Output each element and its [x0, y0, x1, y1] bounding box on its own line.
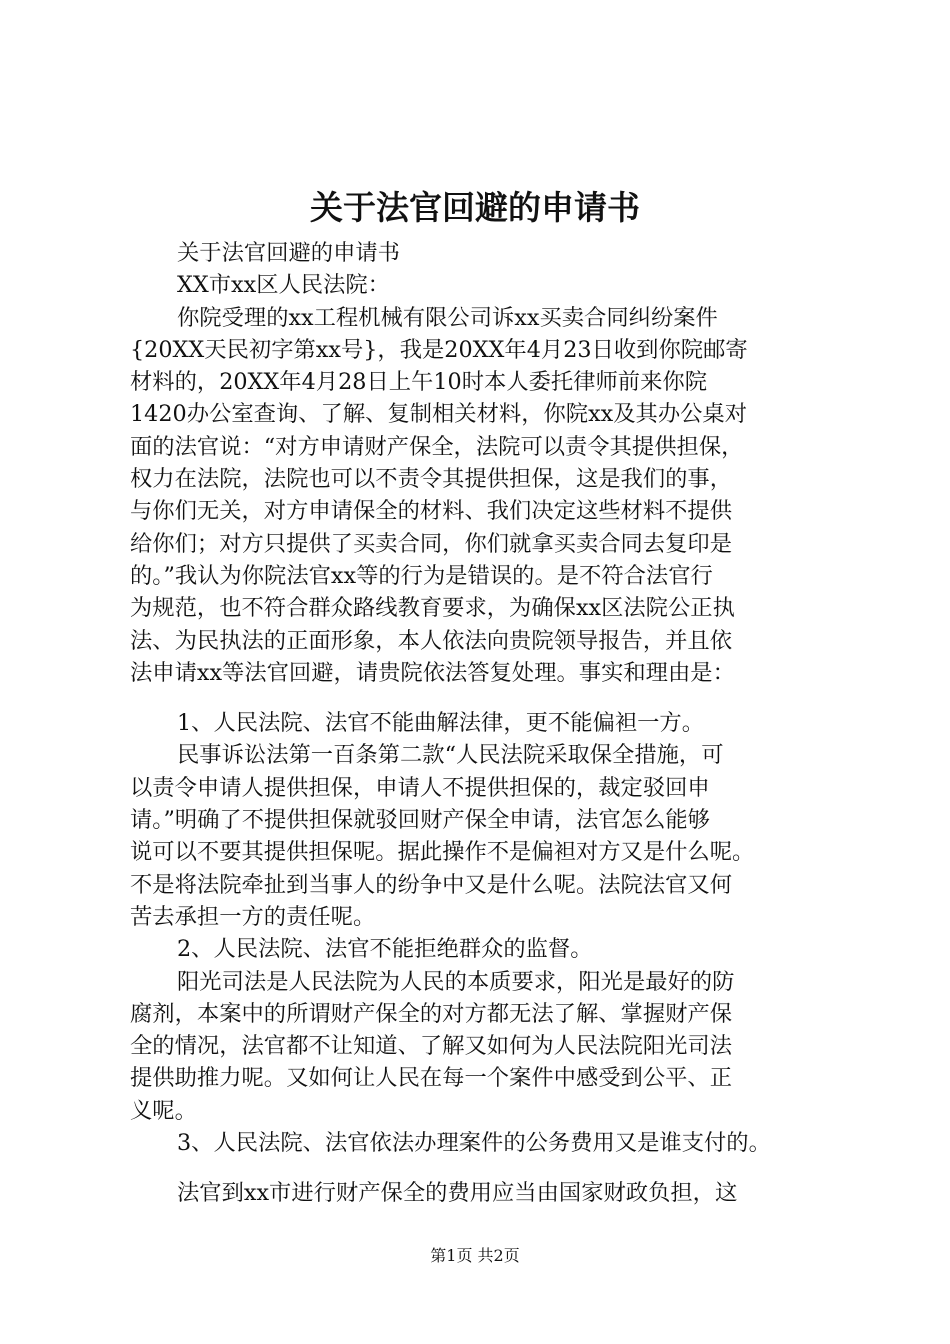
- paragraph-heading-line: 关于法官回避的申请书: [177, 240, 400, 266]
- body-line: 请。”明确了不提供担保就驳回财产保全申请，法官怎么能够: [130, 807, 710, 834]
- body-line: 义呢。: [130, 1097, 197, 1124]
- body-line: 1420办公室查询、了解、复制相关材料，你院xx及其办公桌对: [130, 401, 748, 428]
- body-line: 提供助推力呢。又如何让人民在每一个案件中感受到公平、正: [130, 1065, 733, 1092]
- addressee-line: XX市xx区人民法院：: [177, 272, 390, 299]
- body-line: 法官到xx市进行财产保全的费用应当由国家财政负担，这: [177, 1180, 738, 1207]
- body-line: 苦去承担一方的责任呢。: [130, 903, 376, 930]
- body-line: 面的法官说：“对方申请财产保全，法院可以责令其提供担保，: [130, 433, 744, 460]
- body-line: 腐剂，本案中的所谓财产保全的对方都无法了解、掌握财产保: [130, 1000, 733, 1027]
- body-line: 法、为民执法的正面形象，本人依法向贵院领导报告，并且依: [130, 627, 733, 654]
- body-line: 权力在法院，法院也可以不责令其提供担保，这是我们的事，: [130, 466, 733, 493]
- body-line: 给你们；对方只提供了买卖合同，你们就拿买卖合同去复印是: [130, 530, 733, 557]
- document-body: [130, 237, 830, 1210]
- body-line: 以责令申请人提供担保，申请人不提供担保的，裁定驳回申: [130, 774, 710, 801]
- section-heading-3: 3、人民法院、法官依法办理案件的公务费用又是谁支付的。: [177, 1130, 771, 1157]
- body-line: 不是将法院牵扯到当事人的纷争中又是什么呢。法院法官又何: [130, 871, 733, 898]
- document-title: 关于法官回避的申请书: [310, 188, 640, 227]
- body-line: 民事诉讼法第一百条第二款“人民法院采取保全措施，可: [177, 742, 724, 769]
- body-line: 说可以不要其提供担保呢。据此操作不是偏袒对方又是什么呢。: [130, 839, 755, 866]
- body-line: 你院受理的xx工程机械有限公司诉xx买卖合同纠纷案件: [177, 304, 718, 331]
- body-line: 全的情况，法官都不让知道、了解又如何为人民法院阳光司法: [130, 1033, 733, 1060]
- paragraph-gap: [130, 689, 830, 707]
- body-line: 与你们无关，对方申请保全的材料、我们决定这些材料不提供: [130, 498, 733, 525]
- body-line: 为规范，也不符合群众路线教育要求，为确保xx区法院公正执: [130, 595, 735, 622]
- body-line: 材料的，20XX年4月28日上午10时本人委托律师前来你院: [130, 369, 707, 396]
- paragraph-gap: [130, 1159, 830, 1177]
- body-line: {20XX天民初字第xx号}，我是20XX年4月23日收到你院邮寄: [130, 336, 748, 363]
- body-line: 法申请xx等法官回避，请贵院依法答复处理。事实和理由是：: [130, 659, 735, 686]
- section-heading-2: 2、人民法院、法官不能拒绝群众的监督。: [177, 936, 593, 963]
- body-line: 的。”我认为你院法官xx等的行为是错误的。是不符合法官行: [130, 562, 713, 589]
- body-line: 阳光司法是人民法院为人民的本质要求，阳光是最好的防: [177, 968, 735, 995]
- page-footer: 第1页 共2页: [430, 1246, 520, 1265]
- section-heading-1: 1、人民法院、法官不能曲解法律，更不能偏袒一方。: [177, 710, 705, 737]
